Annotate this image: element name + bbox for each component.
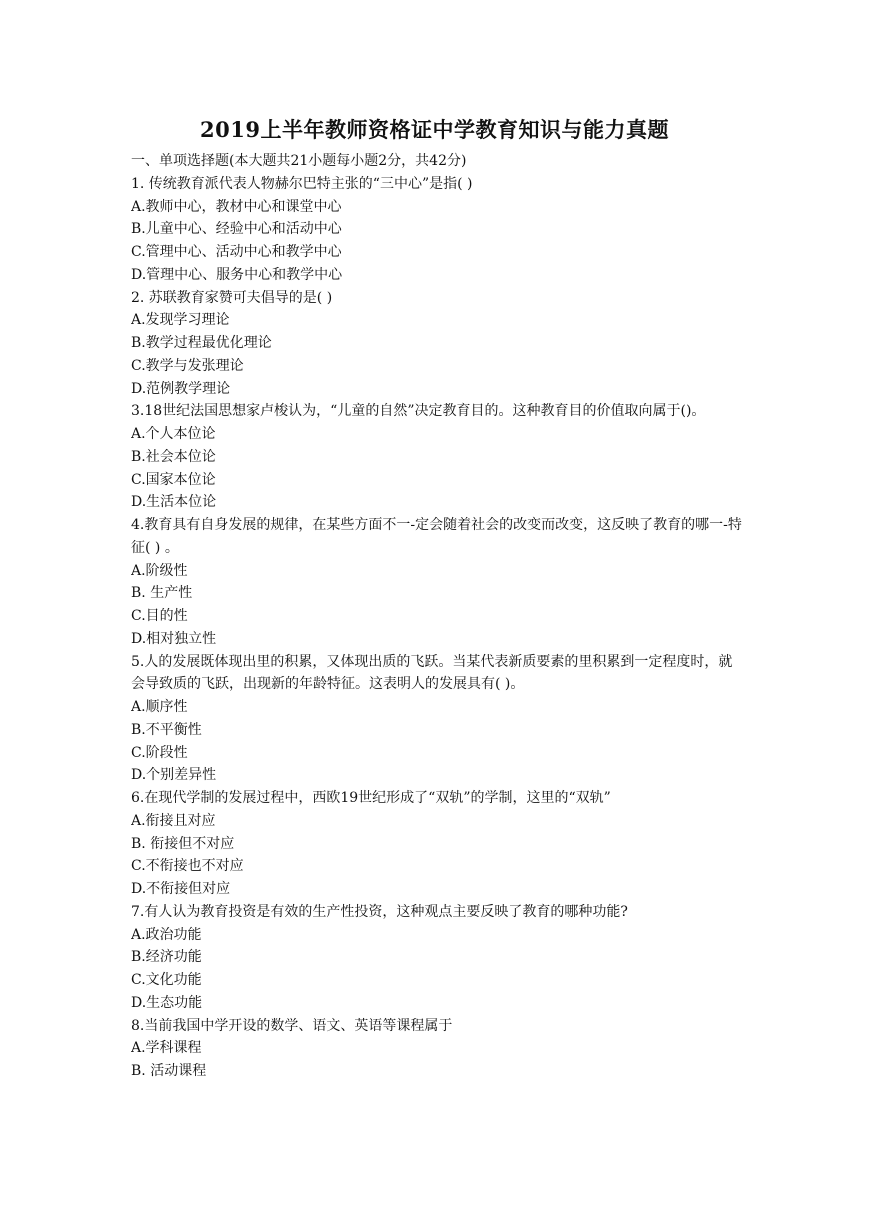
answer-option: A.发现学习理论 <box>131 312 230 329</box>
answer-option: D.范例教学理论 <box>131 380 231 397</box>
answer-option: A.阶级性 <box>131 562 188 579</box>
answer-option: B. 活动课程 <box>131 1063 207 1079</box>
question-stem: 2. 苏联教育家赞可夫倡导的是( ) <box>131 289 333 306</box>
answer-option: D.不衔接但对应 <box>131 881 231 897</box>
answer-option: B.经济功能 <box>131 949 202 966</box>
question-stem: 3.18世纪法国思想家卢梭认为，“儿童的自然”决定教育目的。这种教育目的价值取向属于()。 <box>131 403 706 420</box>
answer-option: C.目的性 <box>131 608 188 624</box>
answer-option: C.不衔接也不对应 <box>131 858 244 875</box>
answer-option: C.国家本位论 <box>131 471 216 488</box>
answer-option: B.不平衡性 <box>131 721 202 738</box>
page-title: 2019上半年教师资格证中学教育知识与能力真题 <box>200 117 669 142</box>
question-stem: 1. 传统教育派代表人物赫尔巴特主张的“三中心”是指( ) <box>131 175 473 192</box>
answer-option: C.管理中心、活动中心和教学中心 <box>131 244 342 260</box>
answer-option: A.政治功能 <box>131 926 202 943</box>
answer-option: C.教学与发张理论 <box>131 357 244 374</box>
answer-option: C.阶段性 <box>131 744 188 761</box>
answer-option: C.文化功能 <box>131 972 202 988</box>
answer-option: A.衔接且对应 <box>131 812 216 829</box>
answer-option: B.教学过程最优化理论 <box>131 335 272 351</box>
answer-option: B. 衔接但不对应 <box>131 835 235 852</box>
answer-option: B. 生产性 <box>131 585 193 602</box>
answer-option: B.儿童中心、经验中心和活动中心 <box>131 221 342 238</box>
answer-option: D.相对独立性 <box>131 630 217 647</box>
question-stem: 4.教育具有自身发展的规律，在某些方面不一-定会随着社会的改变而改变，这反映了教育的哪一-特征( ) 。 <box>131 517 742 556</box>
question-stem: 6.在现代学制的发展过程中，西欧19世纪形成了“双轨”的学制，这里的“双轨” <box>131 790 611 806</box>
question-list <box>131 150 743 1083</box>
question-stem: 8.当前我国中学开设的数学、语文、英语等课程属于 <box>131 1017 453 1034</box>
answer-option: D.生态功能 <box>131 994 203 1011</box>
answer-option: D.管理中心、服务中心和教学中心 <box>131 266 343 283</box>
section-header: 一、单项选择题(本大题共21小题每小题2分，共42分) <box>131 153 467 169</box>
answer-option: A.教师中心，教材中心和课堂中心 <box>131 198 342 215</box>
answer-option: A.学科课程 <box>131 1040 202 1057</box>
answer-option: A.个人本位论 <box>131 426 216 442</box>
answer-option: A.顺序性 <box>131 699 188 715</box>
question-stem: 5.人的发展既体现出里的积累，又体现出质的飞跃。当某代表新质要素的里积累到一定程度时，就会导致质的飞跃，出现新的年龄特征。这表明人的发展具有( )。 <box>131 653 733 693</box>
answer-option: B.社会本位论 <box>131 448 216 465</box>
answer-option: D.生活本位论 <box>131 494 217 511</box>
question-stem: 7.有人认为教育投资是有效的生产性投资，这种观点主要反映了教育的哪种功能? <box>131 903 628 920</box>
answer-option: D.个别差异性 <box>131 767 217 784</box>
